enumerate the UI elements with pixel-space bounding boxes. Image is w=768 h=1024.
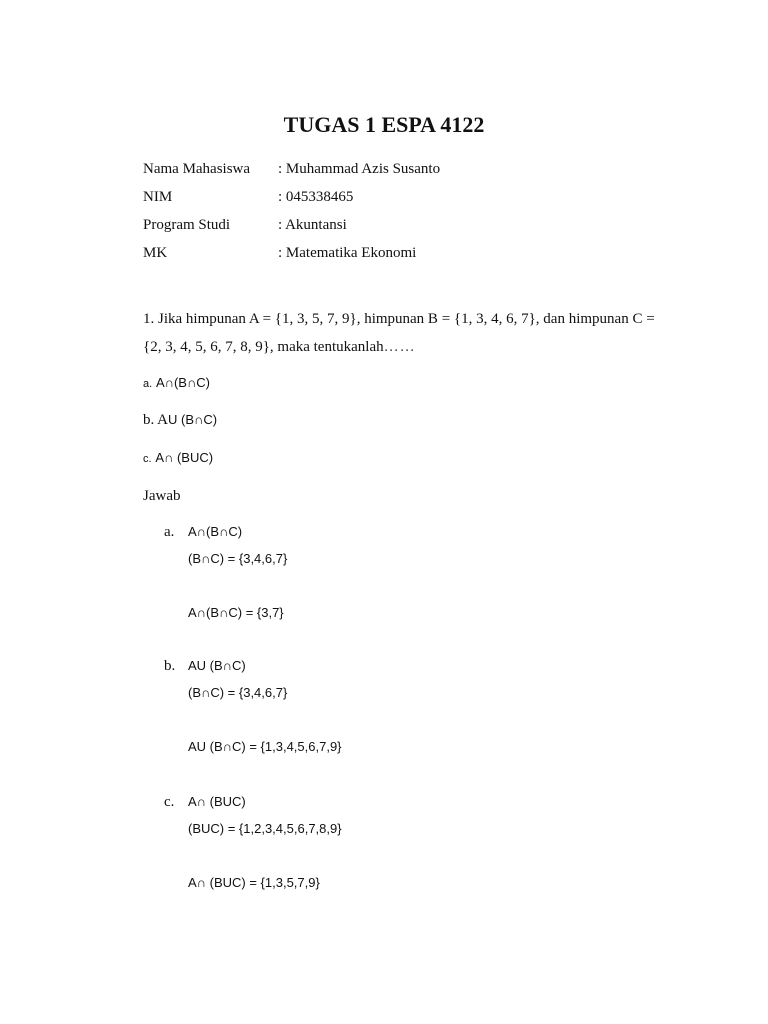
value-program-studi: : Akuntansi (278, 217, 347, 233)
question-item-c-expr: A∩ (BUC) (155, 450, 214, 465)
answer-a-marker: a. (164, 524, 175, 540)
document-title: TUGAS 1 ESPA 4122 (283, 112, 485, 137)
question-line-2 (143, 340, 416, 355)
answer-b-marker: b. (164, 658, 176, 674)
value-nim: : 045338465 (278, 189, 354, 205)
question-item-b-marker: b. A (143, 412, 169, 428)
label-nim: NIM (143, 189, 173, 205)
label-nama-mahasiswa: Nama Mahasiswa (143, 161, 251, 177)
answer-a-expr: A∩(B∩C) (188, 524, 243, 539)
answer-heading: Jawab (143, 488, 181, 504)
value-mk: : Matematika Ekonomi (278, 245, 417, 261)
question-line-2-text: {2, 3, 4, 5, 6, 7, 8, 9}, maka tentukanlah (143, 339, 384, 355)
question-ellipsis: …… (383, 339, 416, 355)
question-line-1: 1. Jika himpunan A = {1, 3, 5, 7, 9}, himpunan B = {1, 3, 4, 6, 7}, dan himpunan C = (143, 311, 655, 327)
answer-b-result: AU (B∩C) = {1,3,4,5,6,7,9} (188, 739, 342, 754)
question-item-a (143, 376, 210, 391)
question-item-c-marker: c. (143, 453, 152, 465)
answer-a-result: A∩(B∩C) = {3,7} (188, 605, 284, 620)
answer-c-expr: A∩ (BUC) (188, 794, 246, 809)
question-item-c (143, 451, 213, 466)
label-program-studi: Program Studi (143, 217, 231, 233)
label-mk: MK (143, 245, 168, 261)
answer-a-step: (B∩C) = {3,4,6,7} (188, 551, 288, 566)
answer-c-marker: c. (164, 794, 175, 810)
answer-c-step: (BUC) = {1,2,3,4,5,6,7,8,9} (188, 821, 342, 836)
answer-c-result: A∩ (BUC) = {1,3,5,7,9} (188, 875, 320, 890)
question-item-a-expr: A∩(B∩C) (155, 375, 211, 390)
answer-b-expr: AU (B∩C) (188, 658, 246, 673)
answer-b-step: (B∩C) = {3,4,6,7} (188, 685, 288, 700)
question-item-a-marker: a. (143, 378, 153, 390)
question-item-b-expr: U (B∩C) (168, 412, 218, 427)
question-item-b (143, 413, 217, 428)
value-nama-mahasiswa: : Muhammad Azis Susanto (278, 161, 441, 177)
